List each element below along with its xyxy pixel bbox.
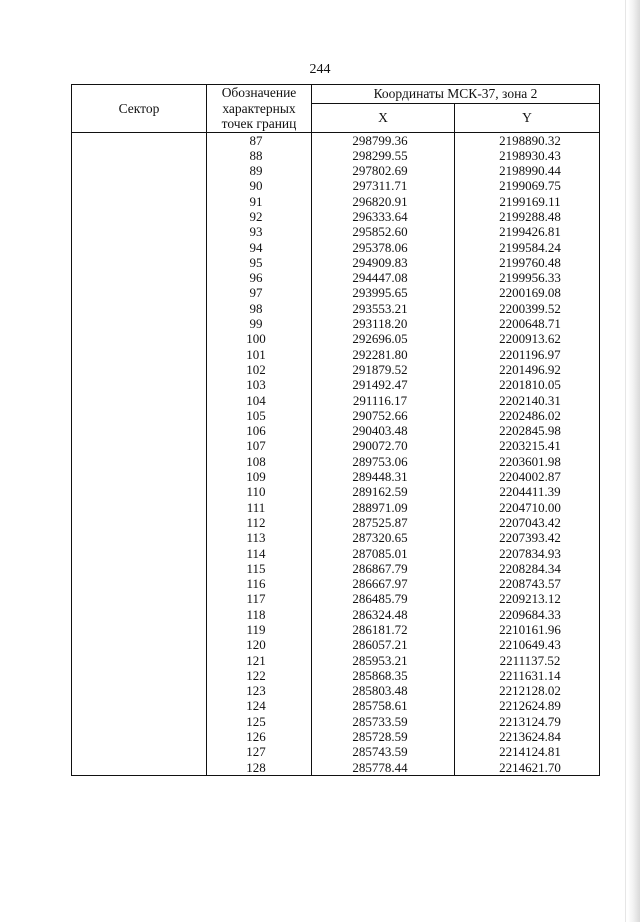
table-row: [72, 576, 600, 591]
table-body: [72, 132, 600, 775]
cell-x: 286324.48: [312, 607, 455, 622]
cell-sector: [72, 148, 207, 163]
cell-sector: [72, 423, 207, 438]
cell-sector: [72, 668, 207, 683]
table-row: [72, 683, 600, 698]
cell-point: 110: [207, 484, 312, 499]
cell-x: 289753.06: [312, 454, 455, 469]
cell-sector: [72, 576, 207, 591]
cell-sector: [72, 194, 207, 209]
cell-point: 111: [207, 500, 312, 515]
cell-x: 292696.05: [312, 331, 455, 346]
cell-y: 2208743.57: [455, 576, 600, 591]
cell-sector: [72, 438, 207, 453]
cell-y: 2198990.44: [455, 163, 600, 178]
cell-x: 287320.65: [312, 530, 455, 545]
cell-y: 2209213.12: [455, 591, 600, 606]
cell-sector: [72, 683, 207, 698]
cell-point: 100: [207, 331, 312, 346]
table-row: [72, 622, 600, 637]
cell-y: 2202486.02: [455, 408, 600, 423]
cell-x: 293995.65: [312, 285, 455, 300]
cell-y: 2214621.70: [455, 760, 600, 776]
page-edge-shadow-line: [625, 0, 626, 922]
cell-y: 2213124.79: [455, 714, 600, 729]
header-sector: Сектор: [72, 85, 207, 133]
cell-sector: [72, 530, 207, 545]
cell-sector: [72, 178, 207, 193]
cell-point: 105: [207, 408, 312, 423]
cell-sector: [72, 408, 207, 423]
cell-point: 106: [207, 423, 312, 438]
cell-x: 291879.52: [312, 362, 455, 377]
header-coordinates-group: Координаты МСК-37, зона 2: [312, 85, 600, 104]
cell-y: 2211137.52: [455, 653, 600, 668]
cell-point: 119: [207, 622, 312, 637]
cell-point: 88: [207, 148, 312, 163]
cell-y: 2210161.96: [455, 622, 600, 637]
cell-x: 295852.60: [312, 224, 455, 239]
table-row: [72, 591, 600, 606]
cell-sector: [72, 484, 207, 499]
cell-point: 113: [207, 530, 312, 545]
cell-point: 122: [207, 668, 312, 683]
cell-point: 125: [207, 714, 312, 729]
cell-x: 285868.35: [312, 668, 455, 683]
cell-x: 298299.55: [312, 148, 455, 163]
header-designation-line1: Обозначение: [221, 85, 297, 100]
cell-y: 2200169.08: [455, 285, 600, 300]
cell-x: 296820.91: [312, 194, 455, 209]
cell-y: 2211631.14: [455, 668, 600, 683]
cell-point: 117: [207, 591, 312, 606]
cell-y: 2198890.32: [455, 132, 600, 148]
table-row: [72, 653, 600, 668]
table-row: [72, 285, 600, 300]
table-row: [72, 469, 600, 484]
cell-x: 286667.97: [312, 576, 455, 591]
cell-x: 298799.36: [312, 132, 455, 148]
cell-x: 293118.20: [312, 316, 455, 331]
cell-x: 285728.59: [312, 729, 455, 744]
cell-point: 98: [207, 301, 312, 316]
table-row: [72, 194, 600, 209]
cell-y: 2214124.81: [455, 744, 600, 759]
cell-sector: [72, 393, 207, 408]
cell-point: 96: [207, 270, 312, 285]
table-row: [72, 178, 600, 193]
table-row: [72, 637, 600, 652]
cell-sector: [72, 515, 207, 530]
cell-point: 128: [207, 760, 312, 776]
table-row: [72, 301, 600, 316]
cell-y: 2202140.31: [455, 393, 600, 408]
cell-x: 286867.79: [312, 561, 455, 576]
cell-y: 2200399.52: [455, 301, 600, 316]
table-row: [72, 331, 600, 346]
cell-sector: [72, 362, 207, 377]
cell-sector: [72, 132, 207, 148]
cell-y: 2200913.62: [455, 331, 600, 346]
cell-y: 2204002.87: [455, 469, 600, 484]
cell-x: 290072.70: [312, 438, 455, 453]
cell-y: 2212128.02: [455, 683, 600, 698]
cell-y: 2213624.84: [455, 729, 600, 744]
cell-x: 293553.21: [312, 301, 455, 316]
cell-y: 2207393.42: [455, 530, 600, 545]
cell-point: 116: [207, 576, 312, 591]
cell-x: 286057.21: [312, 637, 455, 652]
table-row: [72, 423, 600, 438]
cell-sector: [72, 224, 207, 239]
cell-x: 297802.69: [312, 163, 455, 178]
cell-sector: [72, 622, 207, 637]
cell-y: 2199288.48: [455, 209, 600, 224]
cell-y: 2198930.43: [455, 148, 600, 163]
cell-y: 2204710.00: [455, 500, 600, 515]
cell-x: 291492.47: [312, 377, 455, 392]
cell-x: 287085.01: [312, 546, 455, 561]
table-row: [72, 240, 600, 255]
cell-point: 104: [207, 393, 312, 408]
table-row: [72, 347, 600, 362]
cell-point: 102: [207, 362, 312, 377]
cell-sector: [72, 714, 207, 729]
cell-point: 114: [207, 546, 312, 561]
cell-y: 2209684.33: [455, 607, 600, 622]
cell-y: 2212624.89: [455, 698, 600, 713]
cell-point: 109: [207, 469, 312, 484]
cell-point: 87: [207, 132, 312, 148]
cell-point: 94: [207, 240, 312, 255]
cell-x: 297311.71: [312, 178, 455, 193]
cell-x: 285953.21: [312, 653, 455, 668]
header-designation-line2: характерных: [222, 100, 296, 116]
page-edge-shadow: [628, 0, 640, 922]
cell-y: 2199169.11: [455, 194, 600, 209]
table-row: [72, 515, 600, 530]
cell-y: 2200648.71: [455, 316, 600, 331]
table-row: [72, 729, 600, 744]
page-number: 244: [309, 62, 331, 77]
cell-y: 2207043.42: [455, 515, 600, 530]
cell-x: 290752.66: [312, 408, 455, 423]
cell-point: 107: [207, 438, 312, 453]
cell-x: 292281.80: [312, 347, 455, 362]
table-row: [72, 148, 600, 163]
cell-point: 90: [207, 178, 312, 193]
table-row: [72, 500, 600, 515]
cell-x: 285778.44: [312, 760, 455, 776]
cell-sector: [72, 240, 207, 255]
cell-point: 89: [207, 163, 312, 178]
cell-y: 2199584.24: [455, 240, 600, 255]
table-row: [72, 270, 600, 285]
cell-sector: [72, 301, 207, 316]
header-y: Y: [455, 104, 600, 132]
cell-point: 93: [207, 224, 312, 239]
table-row: [72, 438, 600, 453]
cell-point: 127: [207, 744, 312, 759]
table-row: [72, 561, 600, 576]
cell-point: 121: [207, 653, 312, 668]
cell-point: 115: [207, 561, 312, 576]
cell-y: 2203601.98: [455, 454, 600, 469]
table-row: [72, 408, 600, 423]
table-row: [72, 163, 600, 178]
cell-x: 286181.72: [312, 622, 455, 637]
cell-x: 286485.79: [312, 591, 455, 606]
table-row: [72, 484, 600, 499]
cell-x: 294909.83: [312, 255, 455, 270]
cell-sector: [72, 607, 207, 622]
cell-x: 289162.59: [312, 484, 455, 499]
cell-x: 290403.48: [312, 423, 455, 438]
cell-sector: [72, 316, 207, 331]
cell-point: 124: [207, 698, 312, 713]
table-row: [72, 760, 600, 776]
table-row: [72, 714, 600, 729]
cell-point: 91: [207, 194, 312, 209]
cell-y: 2210649.43: [455, 637, 600, 652]
cell-y: 2199426.81: [455, 224, 600, 239]
cell-x: 285803.48: [312, 683, 455, 698]
table-row: [72, 255, 600, 270]
table-row: [72, 132, 600, 148]
cell-sector: [72, 591, 207, 606]
cell-point: 92: [207, 209, 312, 224]
cell-x: 288971.09: [312, 500, 455, 515]
cell-sector: [72, 546, 207, 561]
cell-y: 2202845.98: [455, 423, 600, 438]
table-row: [72, 377, 600, 392]
cell-y: 2201196.97: [455, 347, 600, 362]
cell-point: 120: [207, 637, 312, 652]
table-row: [72, 744, 600, 759]
cell-y: 2199069.75: [455, 178, 600, 193]
cell-sector: [72, 454, 207, 469]
cell-y: 2207834.93: [455, 546, 600, 561]
cell-point: 123: [207, 683, 312, 698]
cell-sector: [72, 331, 207, 346]
header-designation: [207, 85, 312, 133]
cell-point: 126: [207, 729, 312, 744]
cell-sector: [72, 285, 207, 300]
table-row: [72, 454, 600, 469]
cell-sector: [72, 255, 207, 270]
cell-sector: [72, 698, 207, 713]
table-row: [72, 698, 600, 713]
cell-x: 285758.61: [312, 698, 455, 713]
cell-point: 101: [207, 347, 312, 362]
cell-y: 2204411.39: [455, 484, 600, 499]
cell-x: 295378.06: [312, 240, 455, 255]
table-row: [72, 316, 600, 331]
cell-sector: [72, 653, 207, 668]
cell-point: 118: [207, 607, 312, 622]
header-designation-line3: точек границ: [221, 116, 297, 131]
cell-y: 2208284.34: [455, 561, 600, 576]
cell-point: 108: [207, 454, 312, 469]
cell-y: 2199956.33: [455, 270, 600, 285]
cell-y: 2199760.48: [455, 255, 600, 270]
cell-point: 112: [207, 515, 312, 530]
cell-x: 294447.08: [312, 270, 455, 285]
header-x: X: [312, 104, 455, 132]
cell-x: 291116.17: [312, 393, 455, 408]
cell-y: 2203215.41: [455, 438, 600, 453]
cell-sector: [72, 347, 207, 362]
cell-sector: [72, 561, 207, 576]
cell-sector: [72, 209, 207, 224]
coordinates-table: [71, 84, 600, 776]
table-row: [72, 607, 600, 622]
cell-sector: [72, 270, 207, 285]
cell-sector: [72, 469, 207, 484]
table-row: [72, 362, 600, 377]
cell-sector: [72, 637, 207, 652]
cell-sector: [72, 729, 207, 744]
cell-sector: [72, 500, 207, 515]
cell-point: 103: [207, 377, 312, 392]
cell-y: 2201810.05: [455, 377, 600, 392]
table-row: [72, 668, 600, 683]
cell-point: 97: [207, 285, 312, 300]
table-row: [72, 209, 600, 224]
cell-x: 285743.59: [312, 744, 455, 759]
cell-point: 95: [207, 255, 312, 270]
cell-x: 296333.64: [312, 209, 455, 224]
cell-sector: [72, 163, 207, 178]
cell-point: 99: [207, 316, 312, 331]
cell-y: 2201496.92: [455, 362, 600, 377]
table-row: [72, 546, 600, 561]
cell-x: 287525.87: [312, 515, 455, 530]
table-row: [72, 224, 600, 239]
table-row: [72, 530, 600, 545]
cell-x: 285733.59: [312, 714, 455, 729]
cell-sector: [72, 760, 207, 776]
cell-sector: [72, 377, 207, 392]
table-row: [72, 393, 600, 408]
cell-sector: [72, 744, 207, 759]
cell-x: 289448.31: [312, 469, 455, 484]
